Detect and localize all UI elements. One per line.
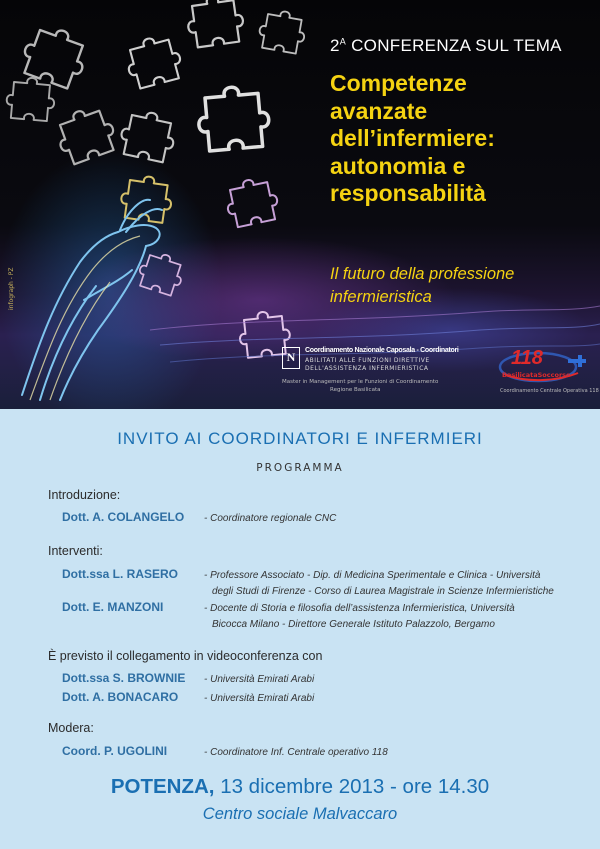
program-heading: PROGRAMMA xyxy=(256,462,344,474)
section-intro: Introduzione: xyxy=(48,488,121,502)
event-time: - ore 14.30 xyxy=(390,775,490,798)
program-panel: INVITO AI COORDINATORI E INFERMIERI PROGRAMMA Introduzione: Dott. A. COLANGELO - Coordinatore regionale CNC Interventi: Dott.ssa L. RASERO - Professore Associato - Dip. di Medicina Sperimentale e Clinica - Università degli Studi di Firenze - Corso di Laurea Magistrale in Scienze Infermieristiche Dott. E. MANZONI - Docente di Storia e filosofia dell’assistenza Infermieristica, Università Bicocca Milano - Direttore Generale Istituto Palazzolo, Bergamo È previsto il collegamento in videoconferenza con Dott.ssa S. BROWNIE - Università Emirati Arabi Dott. A. BONACARO - Università Emirati Arabi Modera: Coord. P. UGOLINI - Coordinatore Inf. Centrale operativo 118 POTENZA, 13 dicembre 2013 - ore 14.30 Centro sociale Malvaccaro xyxy=(0,409,600,849)
side-credit: infograph - PZ xyxy=(8,267,15,310)
basilicata-soccorso-logo: 118 BasilicataSoccorso Coordinamento Centrale Operativa 118 xyxy=(500,347,599,394)
title-line: dell’infermiere: xyxy=(330,125,495,151)
title-line: responsabilità xyxy=(330,180,486,206)
title-line: autonomia e xyxy=(330,152,466,179)
event-date-time xyxy=(0,775,600,799)
header-artwork xyxy=(0,0,600,409)
cnc-logo-mark: N xyxy=(282,347,300,369)
invite-heading: INVITO AI COORDINATORI E INFERMIERI xyxy=(117,429,483,448)
conference-number: $2^A$ CONFERENZA SUL TEMA xyxy=(330,36,562,55)
event-city: POTENZA, xyxy=(110,775,215,798)
conference-tagline: Il futuro della professione infermieristica xyxy=(330,265,515,306)
section-modera: Modera: xyxy=(48,721,94,735)
title-line: avanzate xyxy=(330,97,428,124)
section-interventi: Interventi: xyxy=(48,544,103,558)
conference-title xyxy=(330,70,590,208)
section-videoconference: È previsto il collegamento in videoconferenza con xyxy=(48,649,323,663)
cnc-logo: N Coordinamento Nazionale Caposala - Coordinatori ABILITATI ALLE FUNZIONI DIRETTIVE DELL'ASSISTENZA INFERMIERISTICA Master in Management per le Funzioni di Coordinamento Regione Basilicata xyxy=(282,347,459,393)
event-date: 13 dicembre 2013 xyxy=(220,775,385,798)
event-venue: Centro sociale Malvaccaro xyxy=(202,805,398,823)
title-line: Competenze xyxy=(330,70,467,96)
